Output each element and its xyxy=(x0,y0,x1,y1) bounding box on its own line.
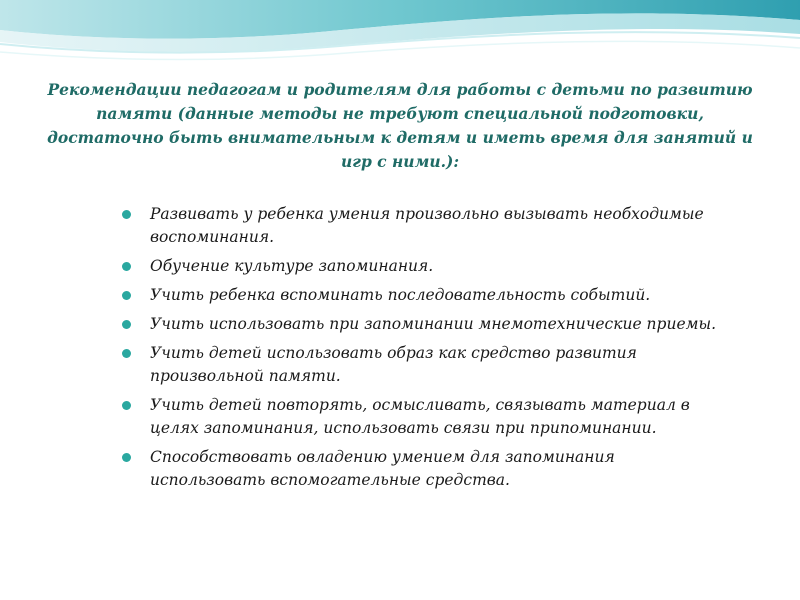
bullet-dot-icon xyxy=(122,262,131,271)
list-item-text: Учить ребенка вспоминать последовательность событий. xyxy=(150,286,651,304)
list-item xyxy=(120,446,720,492)
bullet-dot-icon xyxy=(122,349,131,358)
list-item-text: Развивать у ребенка умения произвольно вызывать необходимые воспоминания. xyxy=(150,205,704,246)
list-item xyxy=(120,394,720,440)
bullet-dot-icon xyxy=(122,291,131,300)
list-item xyxy=(120,255,720,278)
list-item-text: Способствовать овладению умением для запоминания использовать вспомогательные средства. xyxy=(150,448,615,489)
list-item-text: Учить детей использовать образ как средство развития произвольной памяти. xyxy=(150,344,637,385)
list-item xyxy=(120,203,720,249)
list-item xyxy=(120,342,720,388)
decorative-wave-header xyxy=(0,0,800,90)
list-item xyxy=(120,284,720,307)
list-item-text: Учить детей повторять, осмысливать, связывать материал в целях запоминания, использовать связи при припоминании. xyxy=(150,396,690,437)
bullet-dot-icon xyxy=(122,453,131,462)
list-item-text: Учить использовать при запоминании мнемотехнические приемы. xyxy=(150,315,717,333)
bullet-dot-icon xyxy=(122,401,131,410)
list-item xyxy=(120,313,720,336)
bullet-dot-icon xyxy=(122,320,131,329)
bullet-dot-icon xyxy=(122,210,131,219)
list-item-text: Обучение культуре запоминания. xyxy=(150,257,434,275)
recommendation-list xyxy=(120,203,720,498)
slide-title: Рекомендации педагогам и родителям для работы с детьми по развитию памяти (данные методы не требуют специальной подготовки, достаточно быть внимательным к детям и иметь время для занятий и игр с ними.): xyxy=(47,80,753,171)
